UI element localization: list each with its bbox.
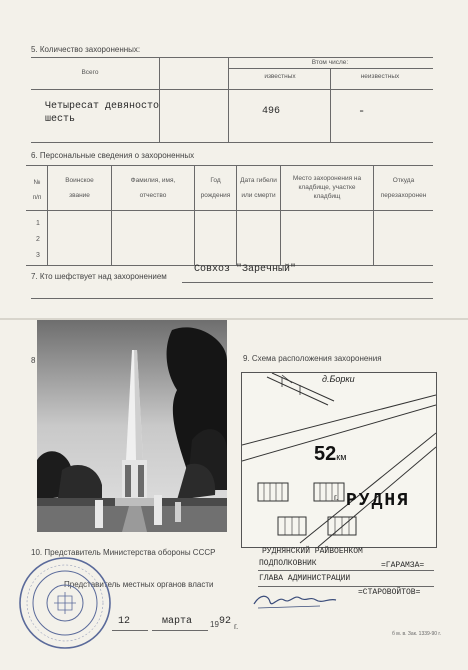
header-rank: Воинское звание — [65, 177, 94, 199]
local-rep-name: =СТАРОВОЙТОВ= — [358, 588, 421, 597]
date-day-line — [112, 630, 148, 631]
local-rep-line: ГЛАВА АДМИНИСТРАЦИИ — [259, 574, 351, 583]
row-number-1: 1 — [36, 220, 40, 227]
header-from: Откуда перезахоронен — [380, 177, 427, 199]
mod-rep-name: =ГАРАМЗА= — [381, 561, 425, 570]
mod-rep-line1: РУДНЯНСКИЙ РАЙВОЕНКОМ — [262, 547, 363, 556]
signature-image — [250, 588, 340, 612]
local-sign-line — [258, 586, 434, 587]
burial-scheme-map — [241, 372, 437, 548]
section7-line — [182, 282, 433, 283]
date-suffix: г. — [234, 622, 239, 631]
table5-header-bottom-line — [31, 89, 433, 90]
unknown-value: - — [358, 104, 366, 118]
table5-col-line-1 — [159, 57, 160, 142]
table6-top-line — [26, 165, 433, 166]
patron-value: Совхоз "Заречный" — [194, 264, 297, 275]
table5-bottom-line — [31, 142, 433, 143]
section8-label: 8 — [31, 356, 36, 365]
header-death: Дата гибели или смерти — [240, 177, 277, 199]
mod-sign-line — [258, 570, 434, 571]
row-number-2: 2 — [36, 236, 40, 243]
section7-line-2 — [31, 298, 433, 299]
date-month-line — [152, 630, 208, 631]
col-unknown-header: неизвестных — [360, 73, 400, 80]
header-birth: Год рождения — [200, 177, 231, 199]
table5-col-line-2 — [228, 57, 229, 142]
section9-title: 9. Схема расположения захоронения — [243, 354, 382, 363]
memorial-photo-image — [37, 320, 227, 532]
table5-col-line-3 — [330, 68, 331, 142]
col-known-header: известных — [264, 73, 296, 80]
table5-top-line — [31, 57, 433, 58]
footer-print-code: б м. в. Зак. 1339-90 г. — [392, 631, 442, 637]
table6-header-line — [26, 210, 433, 211]
col-including-header: Втом числе: — [311, 59, 349, 66]
col-total-header: Всего — [81, 69, 99, 76]
section10-title: 10. Представитель Министерства обороны СССР — [31, 548, 216, 557]
memorial-photo — [37, 320, 227, 532]
date-month: марта — [162, 616, 193, 627]
row-number-3: 3 — [36, 252, 40, 259]
scheme-road-label: д.Борки — [322, 374, 355, 384]
official-stamp — [18, 556, 112, 650]
header-name: Фамилия, имя, отчество — [130, 177, 176, 199]
header-num: № п/п — [32, 179, 42, 201]
mod-rep-line2: ПОДПОЛКОВНИК — [259, 559, 317, 568]
date-year-prefix: 19 — [210, 620, 219, 629]
scheme-town-prefix: г. — [334, 493, 339, 502]
scheme-town-name: РУДНЯ — [346, 491, 411, 511]
known-value: 496 — [262, 106, 281, 117]
local-authority-label: Представитель местных органов власти — [64, 580, 214, 589]
header-place: Место захоронения на кладбище, участке кладбищ — [292, 175, 362, 200]
total-words-line2: шесть — [45, 114, 76, 125]
date-day: 12 — [118, 616, 131, 627]
stamp-seal — [18, 556, 112, 650]
scheme-distance: 52км — [314, 443, 347, 465]
section7-title: 7. Кто шефствует над захоронением — [31, 272, 167, 281]
section6-title: 6. Персональные сведения о захороненных — [31, 151, 195, 160]
date-year: 92 — [219, 616, 232, 627]
total-words-line1: Четыресат девяносто — [45, 101, 160, 112]
section5-title: 5. Количество захороненных: — [31, 45, 141, 54]
